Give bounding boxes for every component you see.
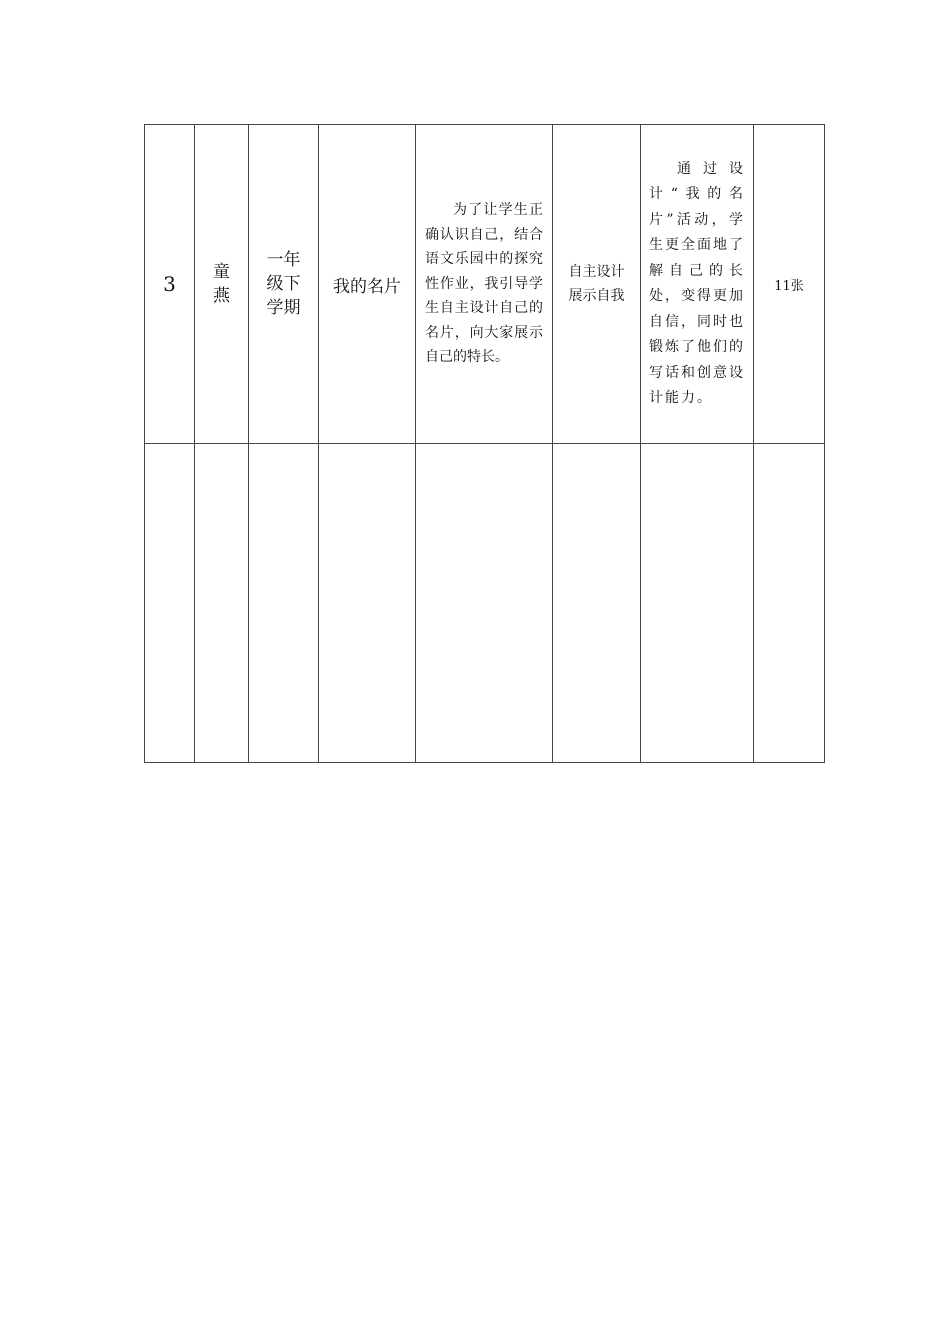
index-text: 3 bbox=[163, 272, 176, 296]
table-row bbox=[145, 125, 825, 444]
grade-text: 一年级下学期 bbox=[266, 250, 301, 318]
grade-cell bbox=[249, 125, 319, 444]
title-cell bbox=[319, 444, 416, 763]
title-cell bbox=[319, 125, 416, 444]
description-text: 为了让学生正确认识自己，结合语文乐园中的探究性作业，我引导学生自主设计自己的名片，向大家展示自己的特长。 bbox=[425, 202, 543, 366]
effect-text: 通过设计“我的名片”活动，学生更全面地了解自己的长处，变得更加自信，同时也锻炼了他们的写话和创意设计能力。 bbox=[649, 160, 745, 406]
table-row bbox=[145, 444, 825, 763]
index-cell bbox=[145, 125, 195, 444]
method-cell bbox=[553, 444, 641, 763]
effect-cell bbox=[641, 444, 754, 763]
teacher-cell bbox=[195, 125, 249, 444]
method-line2: 展示自我 bbox=[568, 288, 625, 304]
description-cell bbox=[416, 444, 553, 763]
record-table bbox=[144, 124, 825, 763]
index-cell bbox=[145, 444, 195, 763]
count-cell bbox=[754, 444, 825, 763]
description-cell bbox=[416, 125, 553, 444]
method-cell bbox=[553, 125, 641, 444]
effect-cell bbox=[641, 125, 754, 444]
title-text: 我的名片 bbox=[333, 276, 401, 297]
count-cell bbox=[754, 125, 825, 444]
count-text: 11张 bbox=[774, 278, 804, 294]
teacher-text: 童燕 bbox=[213, 262, 230, 306]
teacher-cell bbox=[195, 444, 249, 763]
method-line1: 自主设计 bbox=[568, 264, 625, 280]
grade-cell bbox=[249, 444, 319, 763]
